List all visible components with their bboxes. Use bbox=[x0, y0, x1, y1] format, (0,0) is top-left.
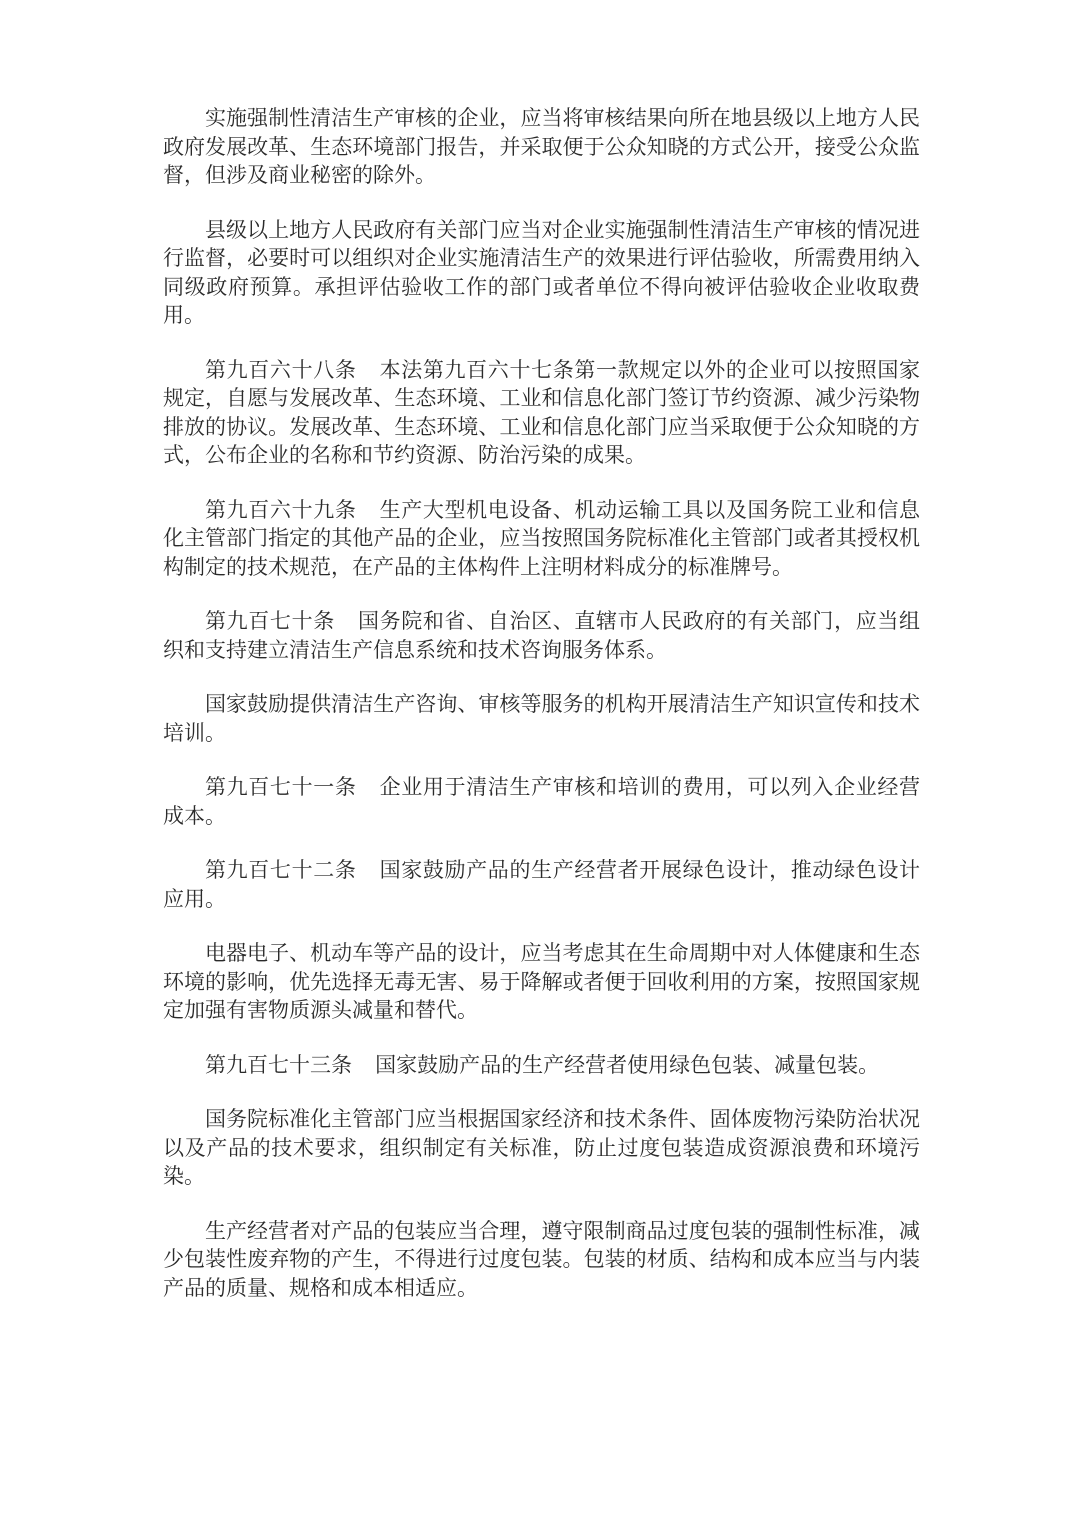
paragraph bbox=[163, 690, 920, 747]
paragraph bbox=[163, 773, 920, 830]
paragraph-text: 国家鼓励提供清洁生产咨询、审核等服务的机构开展清洁生产知识宣传和技术培训。 bbox=[163, 692, 920, 745]
paragraph bbox=[163, 216, 920, 330]
paragraph bbox=[163, 356, 920, 470]
article-number: 第九百七十条 bbox=[205, 609, 335, 633]
paragraph-text: 实施强制性清洁生产审核的企业，应当将审核结果向所在地县级以上地方人民政府发展改革、生态环境部门报告，并采取便于公众知晓的方式公开，接受公众监督，但涉及商业秘密的除外。 bbox=[163, 106, 920, 187]
paragraph-text: 国家鼓励产品的生产经营者开展绿色设计，推动绿色设计应用。 bbox=[163, 858, 921, 911]
paragraph-text: 国务院标准化主管部门应当根据国家经济和技术条件、固体废物污染防治状况以及产品的技术要求，组织制定有关标准，防止过度包装造成资源浪费和环境污染。 bbox=[163, 1107, 920, 1188]
article-number: 第九百七十三条 bbox=[205, 1052, 352, 1077]
article-number: 第九百六十九条 bbox=[205, 497, 357, 522]
paragraph bbox=[163, 856, 920, 913]
article-number: 第九百六十八条 bbox=[205, 357, 357, 382]
paragraph bbox=[163, 496, 920, 582]
paragraph-text: 电器电子、机动车等产品的设计，应当考虑其在生命周期中对人体健康和生态环境的影响，优先选择无毒无害、易于降解或者便于回收利用的方案，按照国家规定加强有害物质源头减量和替代。 bbox=[163, 941, 920, 1022]
paragraph-text: 国家鼓励产品的生产经营者使用绿色包装、减量包装。 bbox=[375, 1052, 880, 1077]
paragraph-text: 生产大型机电设备、机动运输工具以及国务院工业和信息化主管部门指定的其他产品的企业，应当按照国务院标准化主管部门或者其授权机构制定的技术规范，在产品的主体构件上注明材料成分的标准牌号。 bbox=[163, 497, 921, 579]
paragraph bbox=[163, 104, 920, 190]
paragraph-text: 本法第九百六十七条第一款规定以外的企业可以按照国家规定，自愿与发展改革、生态环境、工业和信息化部门签订节约资源、减少污染物排放的协议。发展改革、生态环境、工业和信息化部门应当采取便于公众知晓的方式，公布企业的名称和节约资源、防治污染的成果。 bbox=[163, 357, 921, 467]
paragraph bbox=[163, 1217, 920, 1303]
document-body bbox=[163, 104, 920, 1328]
paragraph-text: 企业用于清洁生产审核和培训的费用，可以列入企业经营成本。 bbox=[163, 775, 921, 828]
paragraph bbox=[163, 1105, 920, 1191]
article-number: 第九百七十一条 bbox=[205, 775, 357, 799]
paragraph-text: 国务院和省、自治区、直辖市人民政府的有关部门，应当组织和支持建立清洁生产信息系统和技术咨询服务体系。 bbox=[163, 609, 921, 662]
article-number: 第九百七十二条 bbox=[205, 858, 357, 882]
paragraph bbox=[163, 1051, 920, 1080]
paragraph-text: 生产经营者对产品的包装应当合理，遵守限制商品过度包装的强制性标准，减少包装性废弃物的产生，不得进行过度包装。包装的材质、结构和成本应当与内装产品的质量、规格和成本相适应。 bbox=[163, 1218, 920, 1300]
paragraph bbox=[163, 607, 920, 664]
paragraph-text: 县级以上地方人民政府有关部门应当对企业实施强制性清洁生产审核的情况进行监督，必要时可以组织对企业实施清洁生产的效果进行评估验收，所需费用纳入同级政府预算。承担评估验收工作的部门或者单位不得向被评估验收企业收取费用。 bbox=[163, 217, 920, 327]
paragraph bbox=[163, 939, 920, 1025]
